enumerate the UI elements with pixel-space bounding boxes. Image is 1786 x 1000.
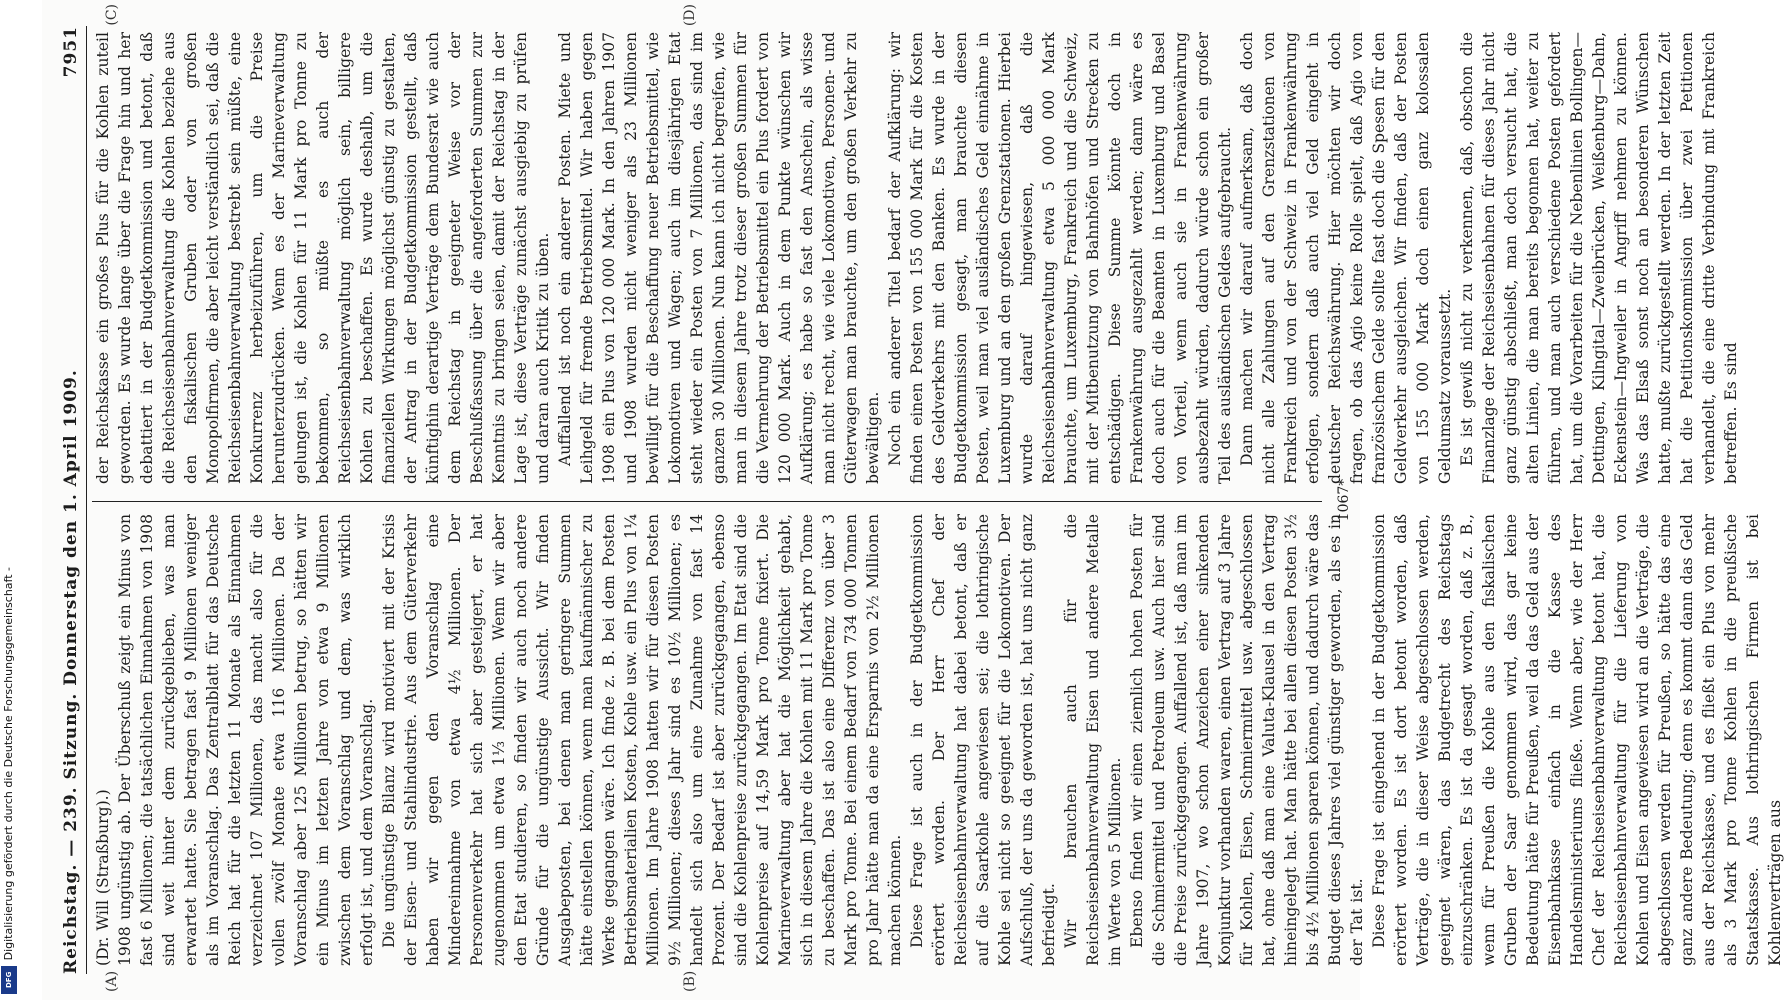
footer-number: 1067* — [1336, 478, 1352, 522]
margin-marker-a: (A) — [104, 970, 120, 992]
header-title: Reichstag. — 239. Sitzung. Donnerstag den 1. April 1909. — [61, 369, 81, 974]
paragraph: Die ungünstige Bilanz wird motiviert mit der Krisis der Eisen- und Stahlindustrie. Aus dem Güterverkehr haben wir gegen den Voranschlag eine Mindereinnahme von etwa 4½ Millionen. Der Personenverkehr hat sich aber gesteigert, er hat zugenommen um etwa 1⅓ Millionen. Wenn wir aber den Etat studieren, so finden wir auch noch andere Gründe für die ungünstige Aussicht. Wir finden Ausgabeposten, bei denen man geringere Summen hätte einstellen können, wenn man kaufmännischer zu Werke gegangen wäre. Ich finde z. B. bei dem Posten Betriebsmaterialien Kosten, Kohle usw. ein Plus von 1¼ Millionen. Im Jahre 1908 hatten wir für diesen Posten 9½ Millionen; dieses Jahr sind es 10½ Millionen; es handelt sich also um eine Zunahme von fast 14 Prozent. Der Bedarf ist aber zurückgegangen, ebenso sind die Kohlenpreise zurückgegangen. Im Etat sind die Kohlenpreise auf 14,59 Mark pro Tonne fixiert. Die Marineverwaltung aber hat die Möglichkeit gehabt, sich in diesem Jahre die Kohlen mit 11 Mark pro Tonne zu beschaffen. Das ist also eine Differenz von über 3 Mark pro Tonne. Bei einem Bedarf von 734 000 Tonnen pro Jahr hätte man da eine Ersparnis von 2½ Millionen machen können. — [380, 514, 904, 966]
column-divider — [92, 501, 1322, 502]
digitization-strip — [0, 0, 18, 1000]
page-header — [56, 26, 87, 974]
left-column — [92, 514, 1784, 966]
scanned-page — [42, 0, 1784, 1000]
right-column — [92, 32, 1740, 484]
page-number: 7951 — [61, 26, 81, 78]
paragraph: Es ist gewiß nicht zu verkennen, daß, obschon die Finanzlage der Reichseisenbahnen für dieses Jahr nicht ganz günstig abschließt, man doch versucht hat, die alten Linien, die man bereits begonnen hat, weiter zu führen, und man auch verschiedene Posten gefordert hat, um die Vorarbeiten für die Nebenlinien Bollingen—Dettingen, Kilngital—Zweibrücken, Weißenburg—Dahn, Eckenstein—Ingweiler in Angriff nehmen zu können. Was das Elsaß sonst noch an besonderen Wünschen hatte, mußte zurückgestellt werden. In der letzten Zeit hat die Petitionskommission über zwei Petitionen verhandelt, die eine dritte Verbindung mit Frankreich betreffen. Es sind — [1458, 32, 1740, 484]
paragraph: der Reichskasse ein großes Plus für die Kohlen zuteil geworden. Es wurde lange über die Frage hin und her debattiert in der Budgetkommission und betont, daß die Reichseisenbahnverwaltung die Kohlen beziehe aus den fiskalischen Gruben oder von großen Monopolfirmen, die aber leicht verständlich sei, daß die Reichseisenbahnverwaltung bestrebt sein müßte, eine Konkurrenz herbeizuführen, um die Preise herunterzudrücken. Wenn es der Marineverwaltung gelungen ist, die Kohlen für 11 Mark pro Tonne zu bekommen, so müßte es auch der Reichseisenbahnverwaltung möglich sein, billigere Kohlen zu beschaffen. Es wurde deshalb, um die finanziellen Wirkungen möglichst günstig zu gestalten, der Antrag in der Budgetkommission gestellt, daß künftighin derartige Verträge dem Bundesrat wie auch dem Reichstag in geeigneter Weise vor der Beschlußfassung über die angeforderten Summen zur Kenntnis zu bringen seien, damit der Reichstag in der Lage ist, diese Verträge zunächst ausgiebig zu prüfen und daran auch Kritik zu üben. — [94, 32, 552, 484]
dfg-logo: DFG — [1, 966, 17, 994]
margin-marker-c: (C) — [104, 4, 120, 26]
paragraph: 1908 ungünstig ab. Der Überschuß zeigt ein Minus von fast 6 Millionen; die tatsächlichen Einnahmen von 1908 sind weit hinter dem zurückgeblieben, was man erwartet hatte. Sie betragen fast 9 Millionen weniger als im Voranschlag. Das Zentralblatt für das Deutsche Reich hat für die letzten 11 Monate als Einnahmen verzeichnet 107 Millionen, das macht also für die vollen zwölf Monate etwa 116 Millionen. Da der Voranschlag aber 125 Millionen betrug, so hätten wir ein Minus im letzten Jahre von etwa 9 Millionen zwischen dem Voranschlag und dem, was wirklich erfolgt ist, und dem Voranschlag. — [116, 514, 376, 966]
paragraph: Wir brauchen auch für die Reichseisenbahnverwaltung Eisen und andere Metalle im Werte von 5 Millionen. — [1062, 514, 1124, 966]
paragraph: Noch ein anderer Titel bedarf der Aufklärung: wir finden einen Posten von 155 000 Mark für die Kosten des Geldverkehrs mit den Banken. Es wurde in der Budgetkommission gesagt, man brauchte diesen Posten, weil man viel ausländisches Geld einnähme in Luxemburg und an den großen Grenzstationen. Hierbei wurde darauf hingewiesen, daß die Reichseisenbahnverwaltung etwa 5 000 000 Mark brauchte, um Luxemburg, Frankreich und die Schweiz, mit der Mitbenutzung von Bahnhöfen und Strecken zu entschädigen. Diese Summe könnte doch in Frankenwährung ausgezahlt werden; dann wäre es doch auch für die Beamten in Luxemburg und Basel von Vorteil, wenn auch sie in Frankenwährung ausbezahlt würden, dadurch würde schon ein großer Teil des ausländischen Geldes aufgebraucht. — [886, 32, 1234, 484]
paragraph: Ebenso finden wir einen ziemlich hohen Posten für die Schmiermittel und Petroleum usw. Auch hier sind die Preise zurückgegangen. Auffallend ist, daß man im Jahre 1907, wo schon Anzeichen einer sinkenden Konjunktur vorhanden waren, einen Vertrag auf 3 Jahre für Kohlen, Eisen, Schmiermittel usw. abgeschlossen hat, ohne daß man eine Valuta-Klausel in den Vertrag hineingelegt hat. Man hätte bei allen diesen Posten 3½ bis 4½ Millionen sparen können, und dadurch wäre das Budget dieses Jahres viel günstiger geworden, als es in der Tat ist. — [1128, 514, 1366, 966]
margin-marker-b: (B) — [682, 970, 698, 992]
digitization-credit: Digitalisierung gefördert durch die Deutsche Forschungsgemeinschaft - — [2, 566, 15, 960]
paragraph: Diese Frage ist auch in der Budgetkommission erörtert worden. Der Herr Chef der Reichseisenbahnverwaltung hat dabei betont, daß er auf die Saarkohle angewiesen sei; die lothringische Kohle sei nicht so geeignet für die Lokomotiven. Der Aufschluß, der uns da geworden ist, hat uns nicht ganz befriedigt. — [908, 514, 1058, 966]
paragraph: Dann machen wir darauf aufmerksam, daß doch nicht alle Zahlungen auf den Grenzstationen von Frankreich und von der Schweiz in Frankenwährung erfolgen, sondern daß auch viel Geld eingeht in deutscher Reichswährung. Hier möchten wir doch fragen, ob das Agio keine Rolle spielt, daß Agio von französischem Gelde sollte fast doch die Spesen für den Geldverkehr ausgleichen. Wir finden, daß der Posten von 155 000 Mark doch einen ganz kolossalen Geldumsatz voraussetzt. — [1238, 32, 1454, 484]
margin-marker-d: (D) — [682, 4, 698, 27]
paragraph: (Dr. Will (Straßburg).) — [94, 789, 112, 966]
paragraph: Diese Frage ist eingehend in der Budgetkommission erörtert worden. Es ist dort betont worden, daß Verträge, die in dieser Weise abgeschlossen werden, geeignet wären, das Budgetrecht des Reichstags einzuschränken. Es ist da gesagt worden, daß z. B., wenn für Preußen die Kohle aus den fiskalischen Gruben der Saar genommen wird, das gar keine Bedeutung hätte für Preußen, weil da das Geld aus der Eisenbahnkasse einfach in die Kasse des Handelsministeriums fließe. Wenn aber, wie der Herr Chef der Reichseisenbahnverwaltung betont hat, die Reichseisenbahnverwaltung für die Lieferung von Kohlen und Eisen angewiesen wird an die Verträge, die abgeschlossen werden für Preußen, so hätte das eine ganz andere Bedeutung; denn es kommt dann das Geld aus der Reichskasse, und es fließt ein Plus von mehr als 3 Mark pro Tonne Kohlen in die preußische Staatskasse. Aus lothringischen Firmen ist bei Kohlenverträgen aus — [1370, 514, 1784, 966]
paragraph: Auffallend ist noch ein anderer Posten. Miete und Leihgeld für fremde Betriebsmittel. Wir haben gegen 1908 ein Plus von 120 000 Mark. In den Jahren 1907 und 1908 wurden nicht weniger als 23 Millionen bewilligt für die Beschaffung neuer Betriebsmittel, wie Lokomotiven und Wagen; auch im diesjährigen Etat steht wieder ein Posten von 7 Millionen, das sind im ganzen 30 Millionen. Nun kann ich nicht begreifen, wie man in diesem Jahre trotz dieser großen Summen für die Vermehrung der Betriebsmittel ein Plus fordert von 120 000 Mark. Auch in dem Punkte wünschen wir Aufklärung; es habe so fast den Anschein, als wisse man nicht recht, wie viele Lokomotiven, Personen- und Güterwagen man brauchte, um den großen Verkehr zu bewältigen. — [556, 32, 882, 484]
